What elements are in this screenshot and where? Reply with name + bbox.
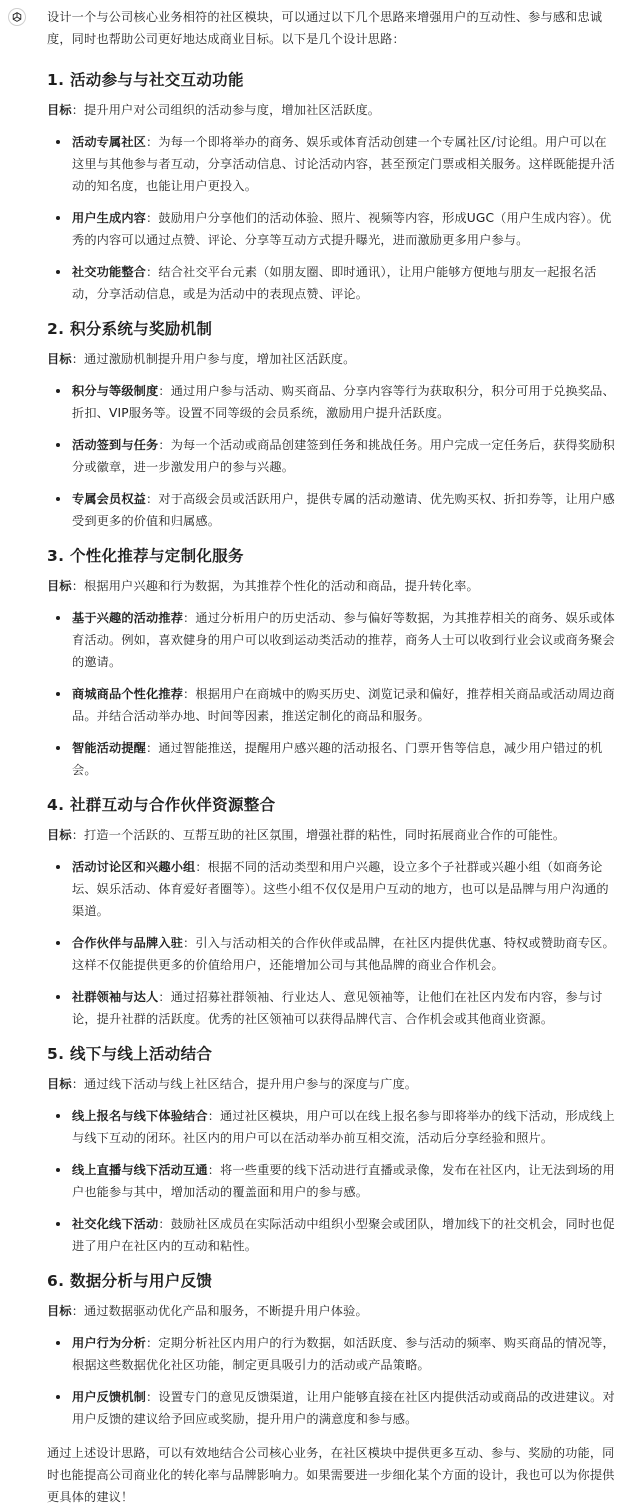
section-title: 6. 数据分析与用户反馈 <box>47 1272 213 1290</box>
item-text: ：根据用户在商城中的购买历史、浏览记录和偏好，推荐相关商品或活动周边商品。并结合活动举办地、时间等因素，推送定制化的商品和服务。 <box>72 687 615 723</box>
goal-label: 目标 <box>47 1304 72 1318</box>
section-3 <box>47 544 619 781</box>
item-term: 智能活动提醒 <box>72 741 147 755</box>
section-title: 1. 活动参与与社交互动功能 <box>47 71 244 89</box>
section-title: 4. 社群互动与合作伙伴资源整合 <box>47 796 276 814</box>
list-item <box>47 1159 619 1203</box>
section-2 <box>47 317 619 532</box>
item-text: ：鼓励用户分享他们的活动体验、照片、视频等内容，形成UGC（用户生成内容）。优秀的内容可以通过点赞、评论、分享等互动方式提升曝光，进而激励更多用户参与。 <box>72 211 612 247</box>
item-term: 积分与等级制度 <box>72 384 159 398</box>
item-term: 基于兴趣的活动推荐 <box>72 611 184 625</box>
goal-text: ：通过激励机制提升用户参与度，增加社区活跃度。 <box>71 352 356 366</box>
item-text: ：将一些重要的线下活动进行直播或录像，发布在社区内，让无法到场的用户也能参与其中，增加活动的覆盖面和用户的参与感。 <box>72 1163 615 1199</box>
goal-text: ：通过线下活动与线上社区结合，提升用户参与的深度与广度。 <box>71 1077 418 1091</box>
list-item <box>47 932 619 976</box>
section-5 <box>47 1042 619 1257</box>
goal-label: 目标 <box>47 828 72 842</box>
item-term: 用户行为分析 <box>72 1336 147 1350</box>
goal-label: 目标 <box>47 352 72 366</box>
section-goal <box>47 824 619 846</box>
item-term: 商城商品个性化推荐 <box>72 687 184 701</box>
list-item <box>47 380 619 424</box>
section-title: 3. 个性化推荐与定制化服务 <box>47 547 244 565</box>
item-term: 线上报名与线下体验结合 <box>72 1109 208 1123</box>
item-text: ：通过智能推送，提醒用户感兴趣的活动报名、门票开售等信息，减少用户错过的机会。 <box>72 741 603 777</box>
item-text: ：为每一个活动或商品创建签到任务和挑战任务。用户完成一定任务后，获得奖励积分或徽章，进一步激发用户的参与兴趣。 <box>72 438 615 474</box>
item-term: 活动专属社区 <box>72 135 147 149</box>
item-term: 活动讨论区和兴趣小组 <box>72 860 196 874</box>
section-goal <box>47 348 619 370</box>
list-item <box>47 1332 619 1376</box>
section-1 <box>47 68 619 305</box>
item-text: ：通过社区模块，用户可以在线上报名参与即将举办的线下活动，形成线上与线下互动的闭环。社区内的用户可以在活动举办前互相交流，活动后分享经验和照片。 <box>72 1109 615 1145</box>
list-item <box>47 856 619 922</box>
goal-text: ：通过数据驱动优化产品和服务，不断提升用户体验。 <box>71 1304 368 1318</box>
item-term: 社交功能整合 <box>72 265 147 279</box>
section-4 <box>47 793 619 1030</box>
list-item <box>47 986 619 1030</box>
section-goal <box>47 1300 619 1322</box>
item-term: 社交化线下活动 <box>72 1217 159 1231</box>
list-item <box>47 683 619 727</box>
item-text: ：通过分析用户的历史活动、参与偏好等数据，为其推荐相关的商务、娱乐或体育活动。例如，喜欢健身的用户可以收到运动类活动的推荐，商务人士可以收到行业会议或商务聚会的邀请。 <box>72 611 615 669</box>
section-goal <box>47 99 619 121</box>
list-item <box>47 434 619 478</box>
goal-text: ：根据用户兴趣和行为数据，为其推荐个性化的活动和商品，提升转化率。 <box>71 579 479 593</box>
section-title: 5. 线下与线上活动结合 <box>47 1045 213 1063</box>
item-text: ：根据不同的活动类型和用户兴趣，设立多个子社群或兴趣小组（如商务论坛、娱乐活动、体育爱好者圈等）。这些小组不仅仅是用户互动的地方，也可以是品牌与用户沟通的渠道。 <box>72 860 609 918</box>
item-term: 活动签到与任务 <box>72 438 159 452</box>
item-term: 专属会员权益 <box>72 492 147 506</box>
goal-label: 目标 <box>47 579 72 593</box>
item-text: ：设置专门的意见反馈渠道，让用户能够直接在社区内提供活动或商品的改进建议。对用户反馈的建议给予回应或奖励，提升用户的满意度和参与感。 <box>72 1390 615 1426</box>
item-text: ：鼓励社区成员在实际活动中组织小型聚会或团队，增加线下的社交机会，同时也促进了用户在社区内的互动和粘性。 <box>72 1217 615 1253</box>
item-term: 用户反馈机制 <box>72 1390 147 1404</box>
item-term: 线上直播与线下活动互通 <box>72 1163 208 1177</box>
list-item <box>47 261 619 305</box>
list-item <box>47 207 619 251</box>
list-item <box>47 737 619 781</box>
bullet-list <box>47 1105 619 1257</box>
list-item <box>47 607 619 673</box>
outro-paragraph: 通过上述设计思路，可以有效地结合公司核心业务，在社区模块中提供更多互动、参与、奖励的功能，同时也能提高公司商业化的转化率与品牌影响力。如果需要进一步细化某个方面的设计，我也可以为你提供更具体的建议！ <box>47 1446 615 1504</box>
bullet-list <box>47 856 619 1030</box>
item-term: 用户生成内容 <box>72 211 147 225</box>
bullet-list <box>47 131 619 305</box>
item-text: ：结合社交平台元素（如朋友圈、即时通讯），让用户能够方便地与朋友一起报名活动，分享活动信息，或是为活动中的表现点赞、评论。 <box>72 265 597 301</box>
section-title: 2. 积分系统与奖励机制 <box>47 320 213 338</box>
list-item <box>47 131 619 197</box>
item-text: ：通过招募社群领袖、行业达人、意见领袖等，让他们在社区内发布内容，参与讨论，提升社群的活跃度。优秀的社区领袖可以获得品牌代言、合作机会或其他商业资源。 <box>72 990 603 1026</box>
bullet-list <box>47 607 619 781</box>
openai-logo-icon <box>8 8 26 26</box>
intro-paragraph: 设计一个与公司核心业务相符的社区模块，可以通过以下几个思路来增强用户的互动性、参与感和忠诚度，同时也帮助公司更好地达成商业目标。以下是几个设计思路： <box>47 10 603 46</box>
section-goal <box>47 1073 619 1095</box>
section-6 <box>47 1269 619 1430</box>
item-text: ：定期分析社区内用户的行为数据，如活跃度、参与活动的频率、购买商品的情况等，根据这些数据优化社区功能，制定更具吸引力的活动或产品策略。 <box>72 1336 615 1372</box>
list-item <box>47 488 619 532</box>
list-item <box>47 1105 619 1149</box>
list-item <box>47 1213 619 1257</box>
item-term: 社群领袖与达人 <box>72 990 159 1004</box>
goal-label: 目标 <box>47 103 72 117</box>
item-text: ：引入与活动相关的合作伙伴或品牌，在社区内提供优惠、特权或赞助商专区。这样不仅能提供更多的价值给用户，还能增加公司与其他品牌的商业合作机会。 <box>72 936 615 972</box>
bullet-list <box>47 380 619 532</box>
item-text: ：对于高级会员或活跃用户，提供专属的活动邀请、优先购买权、折扣券等，让用户感受到更多的价值和归属感。 <box>72 492 615 528</box>
item-text: ：通过用户参与活动、购买商品、分享内容等行为获取积分，积分可用于兑换奖品、折扣、VIP服务等。设置不同等级的会员系统，激励用户提升活跃度。 <box>72 384 615 420</box>
message-content <box>47 6 619 1508</box>
item-term: 合作伙伴与品牌入驻 <box>72 936 184 950</box>
section-goal <box>47 575 619 597</box>
bullet-list <box>47 1332 619 1430</box>
openai-logo-icon-glyph <box>11 11 23 23</box>
item-text: ：为每一个即将举办的商务、娱乐或体育活动创建一个专属社区/讨论组。用户可以在这里与其他参与者互动，分享活动信息、讨论活动内容，甚至预定门票或相关服务。这样既能提升活动的知名度，也能让用户更投入。 <box>72 135 615 193</box>
sections-container <box>47 68 619 1430</box>
goal-label: 目标 <box>47 1077 72 1091</box>
list-item <box>47 1386 619 1430</box>
goal-text: ：打造一个活跃的、互帮互助的社区氛围，增强社群的粘性，同时拓展商业合作的可能性。 <box>71 828 566 842</box>
goal-text: ：提升用户对公司组织的活动参与度，增加社区活跃度。 <box>71 103 381 117</box>
